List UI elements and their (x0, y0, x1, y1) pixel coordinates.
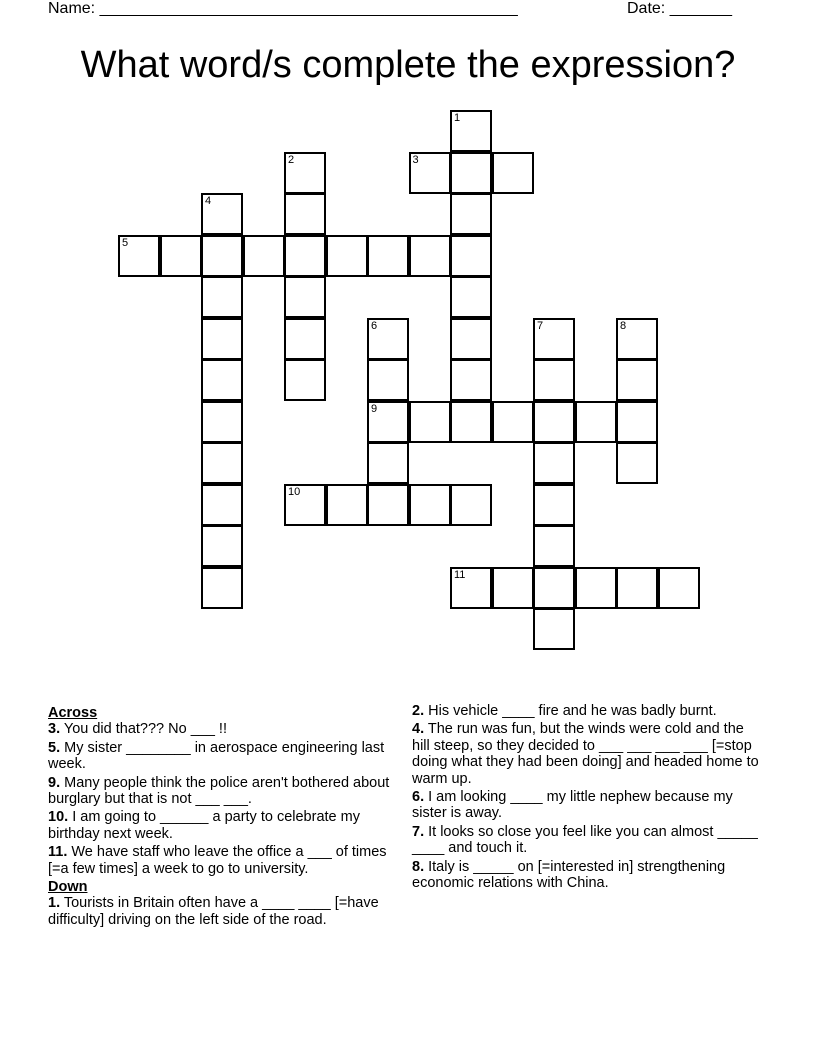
grid-cell[interactable] (201, 567, 243, 609)
grid-cell[interactable] (201, 359, 243, 401)
clue-text: It looks so close you feel like you can almost _____ ____ and touch it. (412, 823, 758, 857)
clue-text: Italy is _____ on [=interested in] strengthening economic relations with China. (412, 858, 726, 892)
grid-cell[interactable] (326, 484, 368, 526)
clue-text: His vehicle ____ fire and he was badly burnt. (424, 703, 717, 719)
across-heading: Across (48, 705, 98, 721)
clue-across-10 (48, 809, 398, 842)
clue-number-label: 8 (620, 319, 627, 332)
grid-cell[interactable] (409, 152, 451, 194)
clue-number-label: 2 (288, 153, 295, 166)
grid-cell[interactable] (284, 193, 326, 235)
clue-number: 10. (48, 809, 69, 826)
clue-text: Tourists in Britain often have a ____ ____ [=have difficulty] driving on the left side of the road. (48, 895, 379, 928)
grid-cell[interactable] (326, 235, 368, 277)
grid-cell[interactable] (450, 567, 492, 609)
grid-cell[interactable] (201, 276, 243, 318)
grid-cell[interactable] (533, 484, 575, 526)
across-clue-list (48, 721, 398, 877)
clue-text: I am going to ______ a party to celebrate my birthday next week. (48, 809, 360, 842)
grid-cell[interactable] (575, 401, 617, 443)
grid-cell[interactable] (409, 401, 451, 443)
grid-cell[interactable] (201, 193, 243, 235)
clue-number: 5. (48, 739, 61, 756)
clue-number: 3. (48, 721, 61, 738)
grid-cell[interactable] (367, 235, 409, 277)
name-field: Name: _______________________________________________ (48, 0, 518, 17)
grid-cell[interactable] (118, 235, 160, 277)
grid-cell[interactable] (616, 442, 658, 484)
clue-number: 9. (48, 774, 61, 791)
grid-cell[interactable] (616, 567, 658, 609)
grid-cell[interactable] (284, 276, 326, 318)
grid-cell[interactable] (201, 318, 243, 360)
down-clue-list-left (48, 895, 398, 928)
grid-cell[interactable] (201, 484, 243, 526)
grid-cell[interactable] (533, 567, 575, 609)
clue-down-6 (412, 789, 762, 822)
date-field: Date: _______ (627, 0, 732, 17)
page-title: What word/s complete the expression? (80, 44, 736, 86)
clue-across-3 (48, 721, 398, 737)
grid-cell[interactable] (450, 193, 492, 235)
grid-cell[interactable] (367, 318, 409, 360)
clue-number: 2. (412, 703, 425, 719)
grid-cell[interactable] (533, 359, 575, 401)
grid-cell[interactable] (284, 359, 326, 401)
clues-left-column (48, 703, 398, 930)
clue-across-5 (48, 740, 398, 773)
clue-down-8 (412, 859, 762, 892)
grid-cell[interactable] (450, 110, 492, 152)
clue-text: I am looking ____ my little nephew because my sister is away. (412, 789, 733, 822)
clue-number-label: 3 (412, 153, 419, 166)
clue-down-4 (412, 721, 762, 787)
clue-number-label: 10 (288, 485, 301, 498)
grid-cell[interactable] (284, 235, 326, 277)
grid-cell[interactable] (284, 484, 326, 526)
grid-cell[interactable] (492, 152, 534, 194)
clue-text: Many people think the police aren't bothered about burglary but that is not ___ ___. (48, 774, 390, 808)
clue-number: 6. (412, 789, 425, 806)
clue-number-label: 6 (371, 319, 378, 332)
grid-cell[interactable] (367, 442, 409, 484)
grid-cell[interactable] (616, 318, 658, 360)
grid-cell[interactable] (533, 318, 575, 360)
grid-cell[interactable] (450, 401, 492, 443)
grid-cell[interactable] (367, 359, 409, 401)
grid-cell[interactable] (243, 235, 285, 277)
grid-cell[interactable] (450, 235, 492, 277)
grid-cell[interactable] (492, 401, 534, 443)
grid-cell[interactable] (201, 525, 243, 567)
grid-cell[interactable] (575, 567, 617, 609)
grid-cell[interactable] (201, 442, 243, 484)
clue-number: 1. (48, 895, 61, 912)
grid-cell[interactable] (658, 567, 700, 609)
clue-text: The run was fun, but the winds were cold and the hill steep, so they decided to ___ ___ ___ ___ [=stop doing what they had been doing] and headed home to warm up. (412, 721, 759, 787)
clue-text: My sister ________ in aerospace engineering last week. (48, 739, 385, 773)
clue-down-2 (412, 703, 762, 719)
grid-cell[interactable] (409, 235, 451, 277)
clue-number-label: 11 (454, 568, 466, 581)
clue-number-label: 5 (122, 236, 129, 249)
grid-cell[interactable] (533, 525, 575, 567)
grid-cell[interactable] (367, 484, 409, 526)
clue-number-label: 4 (205, 195, 212, 207)
clue-across-9 (48, 775, 398, 808)
clue-number: 4. (412, 721, 425, 738)
down-heading: Down (48, 879, 88, 896)
grid-cell[interactable] (533, 608, 575, 650)
grid-cell[interactable] (201, 235, 243, 277)
clue-number-label: 1 (454, 112, 461, 124)
clue-text: We have staff who leave the office a ___ of times [=a few times] a week to go to university. (48, 844, 387, 877)
grid-cell[interactable] (533, 401, 575, 443)
grid-cell[interactable] (450, 318, 492, 360)
grid-cell[interactable] (450, 359, 492, 401)
clue-number-label: 9 (371, 402, 378, 415)
clues-right-column (412, 703, 762, 893)
grid-cell[interactable] (616, 359, 658, 401)
grid-cell[interactable] (450, 276, 492, 318)
grid-cell[interactable] (284, 152, 326, 194)
grid-cell[interactable] (160, 235, 202, 277)
grid-cell[interactable] (284, 318, 326, 360)
grid-cell[interactable] (201, 401, 243, 443)
clue-number: 8. (412, 858, 425, 875)
grid-cell[interactable] (616, 401, 658, 443)
clue-number-label: 7 (537, 319, 544, 332)
grid-cell[interactable] (492, 567, 534, 609)
clue-down-7 (412, 824, 762, 857)
grid-cell[interactable] (450, 152, 492, 194)
grid-cell[interactable] (533, 442, 575, 484)
grid-cell[interactable] (409, 484, 451, 526)
grid-cell[interactable] (450, 484, 492, 526)
clue-number: 11. (48, 844, 68, 861)
clue-text: You did that??? No ___ !! (60, 721, 227, 738)
clue-down-1 (48, 895, 398, 928)
clue-across-11 (48, 844, 398, 877)
clue-number: 7. (412, 823, 425, 840)
grid-cell[interactable] (367, 401, 409, 443)
